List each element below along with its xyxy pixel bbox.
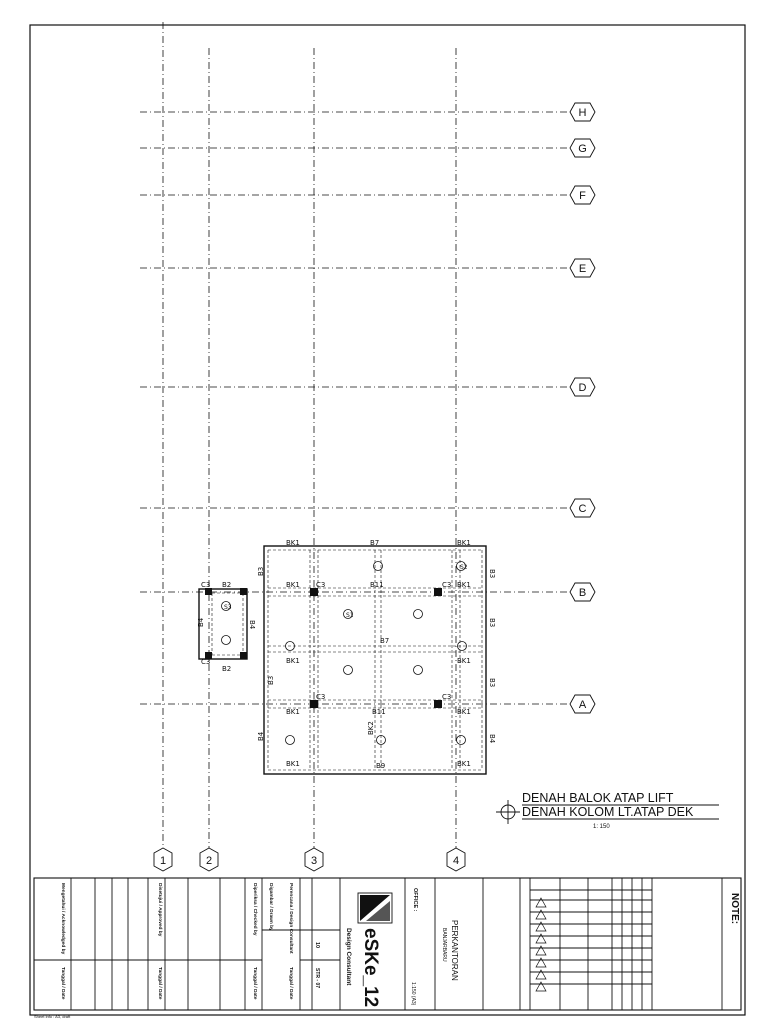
row-label-A: A	[578, 699, 587, 711]
label-c3-lift-top: C3	[201, 581, 211, 589]
row-label-F: F	[579, 190, 586, 202]
label-bk1-b-right: BK1	[457, 581, 471, 589]
note-label: NOTE:	[729, 893, 740, 925]
label-bk1-bottom-left: BK1	[286, 760, 300, 768]
designer-label: Perencana / Design Consultant	[288, 883, 293, 954]
columns	[205, 588, 442, 708]
col-bubble-3	[305, 848, 323, 871]
column-bubbles	[154, 848, 465, 871]
label-b3-right-low: B3	[488, 678, 496, 688]
row-label-C: C	[578, 503, 587, 515]
sheet-number: 10	[314, 942, 320, 949]
col-label-2: 2	[205, 855, 213, 867]
row-label-H: H	[578, 107, 587, 119]
company-name: eSKe_12	[360, 928, 381, 1008]
date-label-2: Tanggal / Date	[252, 967, 257, 1000]
label-s3-1: S3	[224, 604, 232, 611]
label-b3-left-mid: B3	[267, 675, 275, 685]
label-b2-lift-bottom: B2	[222, 665, 232, 673]
label-bk1-a-right: BK1	[457, 708, 471, 716]
label-b4-lift-right: B4	[248, 620, 256, 630]
label-bk1-a-left: BK1	[286, 708, 300, 716]
label-b7-top: B7	[370, 539, 380, 547]
label-b4-right: B4	[488, 734, 496, 744]
label-bk1-b-left: BK1	[286, 581, 300, 589]
label-b9-bottom: B9	[376, 762, 386, 770]
row-label-E: E	[578, 263, 587, 275]
lift-slab-plan	[199, 589, 247, 659]
label-bk2-mid: BK2	[367, 721, 375, 735]
drawing-title-line2: DENAH KOLOM LT.ATAP DEK	[522, 805, 694, 819]
drawing-title-block	[496, 791, 719, 830]
footer-text: Sheet info : A3, draft	[34, 1014, 71, 1019]
approved-label: Disetujui / Approved by	[157, 883, 162, 937]
label-b4-lift-left: B4	[197, 617, 205, 627]
label-c3-b-right: C3	[442, 581, 452, 589]
label-c3-b-left: C3	[316, 581, 326, 589]
label-c3-lift-bottom: C3	[201, 658, 211, 666]
col-label-3: 3	[310, 855, 318, 867]
project-sub: BANJARBARU	[441, 928, 447, 962]
scale-value: 1:150 (A3)	[410, 982, 416, 1006]
label-bk1-mid-left: BK1	[286, 657, 300, 665]
col-bubble-4	[447, 848, 465, 871]
row-bubble-H	[570, 103, 595, 121]
date-label-3: Tanggal / Date	[157, 967, 162, 1000]
acknowledged-label: Mengetahui / Acknowledged by	[60, 883, 65, 955]
label-bk1-mid-right: BK1	[457, 657, 471, 665]
date-label-4: Tanggal / Date	[60, 967, 65, 1000]
lift-outline	[199, 589, 247, 659]
label-b7-mid: B7	[380, 637, 390, 645]
row-bubble-G	[570, 139, 595, 157]
label-b4-left: B4	[257, 731, 265, 741]
row-bubbles	[570, 103, 595, 713]
label-c3-a-left: C3	[316, 693, 326, 701]
sheet-border	[30, 25, 745, 1015]
label-s1-1: S1	[346, 612, 354, 619]
drawing-code: STR - 07	[314, 968, 320, 989]
grid-horizontal-lines	[140, 112, 570, 704]
grid-vertical-lines	[163, 22, 456, 848]
col-bubble-2	[200, 848, 218, 871]
label-bk1-top-left: BK1	[286, 539, 300, 547]
drawn-label: Digambar / Drawn by	[268, 883, 273, 931]
label-b3-right-top: B3	[488, 569, 496, 579]
label-bk1-top-right: BK1	[457, 539, 471, 547]
col-label-1: 1	[159, 855, 167, 867]
row-label-D: D	[578, 382, 587, 394]
title-block-text	[60, 883, 740, 1007]
label-bk1-bottom-right: BK1	[457, 760, 471, 768]
label-b2-lift-top: B2	[222, 581, 232, 589]
company-logo	[358, 893, 392, 923]
label-c3-a-right: C3	[442, 693, 452, 701]
label-b11-bottom: B11	[372, 708, 386, 716]
row-bubble-E	[570, 259, 595, 277]
row-bubble-F	[570, 186, 595, 204]
row-bubble-B	[570, 583, 595, 601]
row-bubble-D	[570, 378, 595, 396]
date-label-1: Tanggal / Date	[288, 967, 293, 1000]
col-bubble-1	[154, 848, 172, 871]
label-s2-1: S2	[460, 564, 468, 571]
label-b3-left-top: B3	[257, 566, 265, 576]
row-label-B: B	[578, 587, 587, 599]
drawing-scale: 1: 150	[593, 824, 610, 830]
owner-label: OFFICE :	[412, 888, 418, 912]
col-label-4: 4	[452, 855, 460, 867]
row-bubble-A	[570, 695, 595, 713]
row-bubble-C	[570, 499, 595, 517]
slab-markers	[222, 562, 467, 745]
project-title: PERKANTORAN	[450, 920, 459, 981]
row-label-G: G	[578, 143, 587, 155]
label-b11-top: B11	[370, 581, 384, 589]
drawing-title-line1: DENAH BALOK ATAP LIFT	[522, 791, 674, 805]
checked-label: Diperiksa / Checked by	[252, 883, 257, 936]
company-sub: Design Consultant	[345, 928, 352, 986]
label-b3-right-mid: B3	[488, 618, 496, 628]
